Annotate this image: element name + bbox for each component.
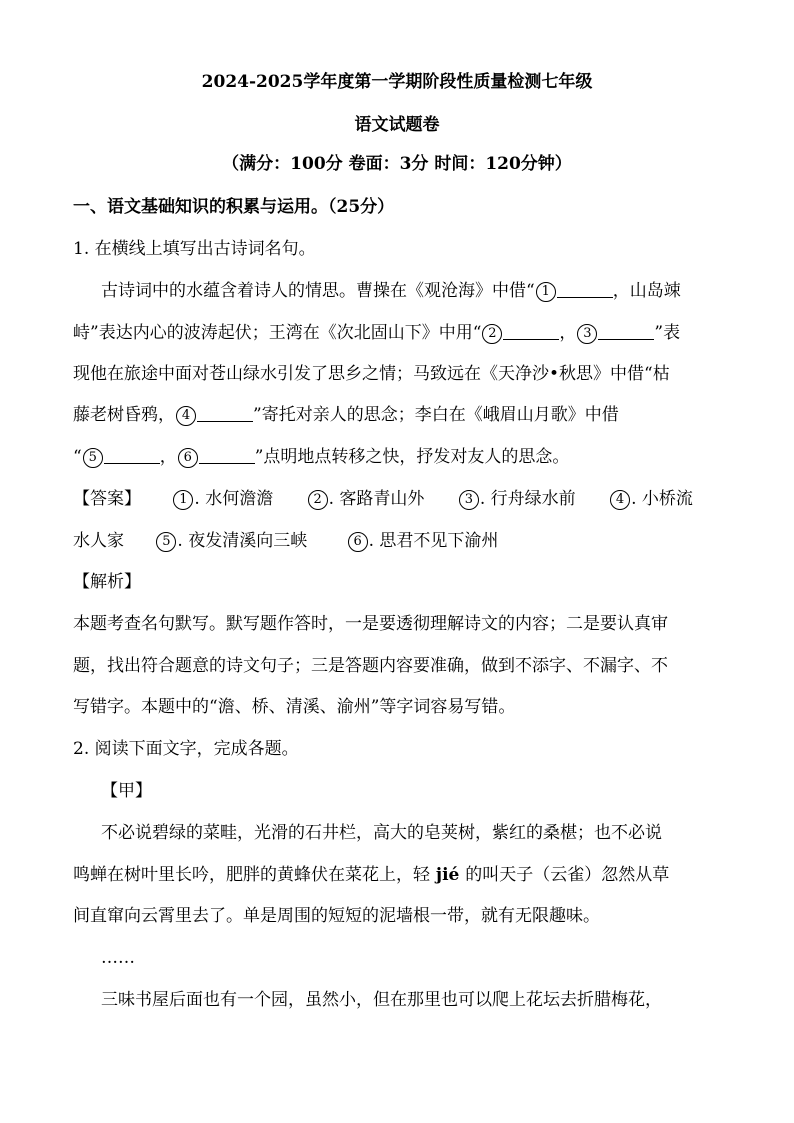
answer-line-2: 水人家 5 . 夜发清溪向三峡 6 . 思君不见下渝州 [73,531,499,551]
fill-blank [557,281,613,298]
exam-meta: （满分：100分 卷面：3分 时间：120分钟） [222,154,572,174]
question-1-stem: 1. 在横线上填写出古诗词名句。 [73,239,316,259]
passage-line-4: 三味书屋后面也有一个园，虽然小，但在那里也可以爬上花坛去折腊梅花， [101,990,662,1010]
answer-item: 3 . 行舟绿水前 [458,489,576,509]
q1-line-4: 藤老树昏鸦， 4 ”寄托对亲人的思念；李白在《峨眉山月歌》中借 [73,405,619,425]
circled-number: 3 [577,324,597,344]
analysis-line-1: 本题考查名句默写。默写题作答时，一是要透彻理解诗文的内容；二是要认真审 [73,614,668,634]
circled-number: 2 [482,324,502,344]
exam-title: 2024-2025学年度第一学期阶段性质量检测七年级 [201,72,593,92]
answer-item: 5 . 夜发清溪向三峡 [155,531,307,551]
q1-line-1: 古诗词中的水蕴含着诗人的情思。曹操在《观沧海》中借“ 1 ，山岛竦 [101,281,681,301]
q1-line-3: 现他在旅途中面对苍山绿水引发了思乡之情；马致远在《天净沙•秋思》中借“枯 [73,364,670,384]
fill-blank [197,405,253,422]
fill-blank [598,323,654,340]
circled-number: 5 [83,448,103,468]
section-heading: 一、语文基础知识的积累与运用。（25分） [73,197,395,217]
q1-line-2: 峙”表达内心的波涛起伏；王湾在《次北固山下》中用“ 2 ， 3 ”表 [73,323,681,343]
circled-number: 6 [178,448,198,468]
answer-item: 6 . 思君不见下渝州 [347,531,499,551]
fill-blank [503,323,559,340]
passage-ellipsis: …… [101,948,135,968]
answer-line-1 [73,487,725,511]
analysis-line-3: 写错字。本题中的“澹、桥、清溪、渝州”等字词容易写错。 [73,697,516,717]
passage-line-1: 不必说碧绿的菜畦，光滑的石井栏，高大的皂荚树，紫红的桑椹；也不必说 [101,823,662,843]
passage-label: 【甲】 [101,781,152,801]
q1-line-5: “ 5 ， 6 ”点明地点转移之快，抒发对友人的思念。 [73,447,570,467]
analysis-tag: 【解析】 [73,572,141,592]
passage-line-3: 间直窜向云霄里去了。单是周围的短短的泥墙根一带，就有无限趣味。 [73,906,600,926]
circled-number: 1 [536,282,556,302]
answer-item: 2 . 客路青山外 [307,489,425,509]
question-2-stem: 2. 阅读下面文字，完成各题。 [73,739,299,759]
passage-line-2: 鸣蝉在树叶里长吟，肥胖的黄蜂伏在菜花上，轻 jié 的叫天子（云雀）忽然从草 [73,865,670,885]
fill-blank [199,447,255,464]
subject-title: 语文试题卷 [354,115,440,135]
analysis-line-2: 题，找出符合题意的诗文句子；三是答题内容要准确，做到不添字、不漏字、不 [73,656,668,676]
pinyin: jié [430,865,466,885]
answer-item: 4 . 小桥流 [609,489,693,509]
fill-blank [104,447,160,464]
answer-item: 1 . 水何澹澹 [172,489,273,509]
circled-number: 4 [176,406,196,426]
answer-tag: 【答案】 [73,489,141,509]
